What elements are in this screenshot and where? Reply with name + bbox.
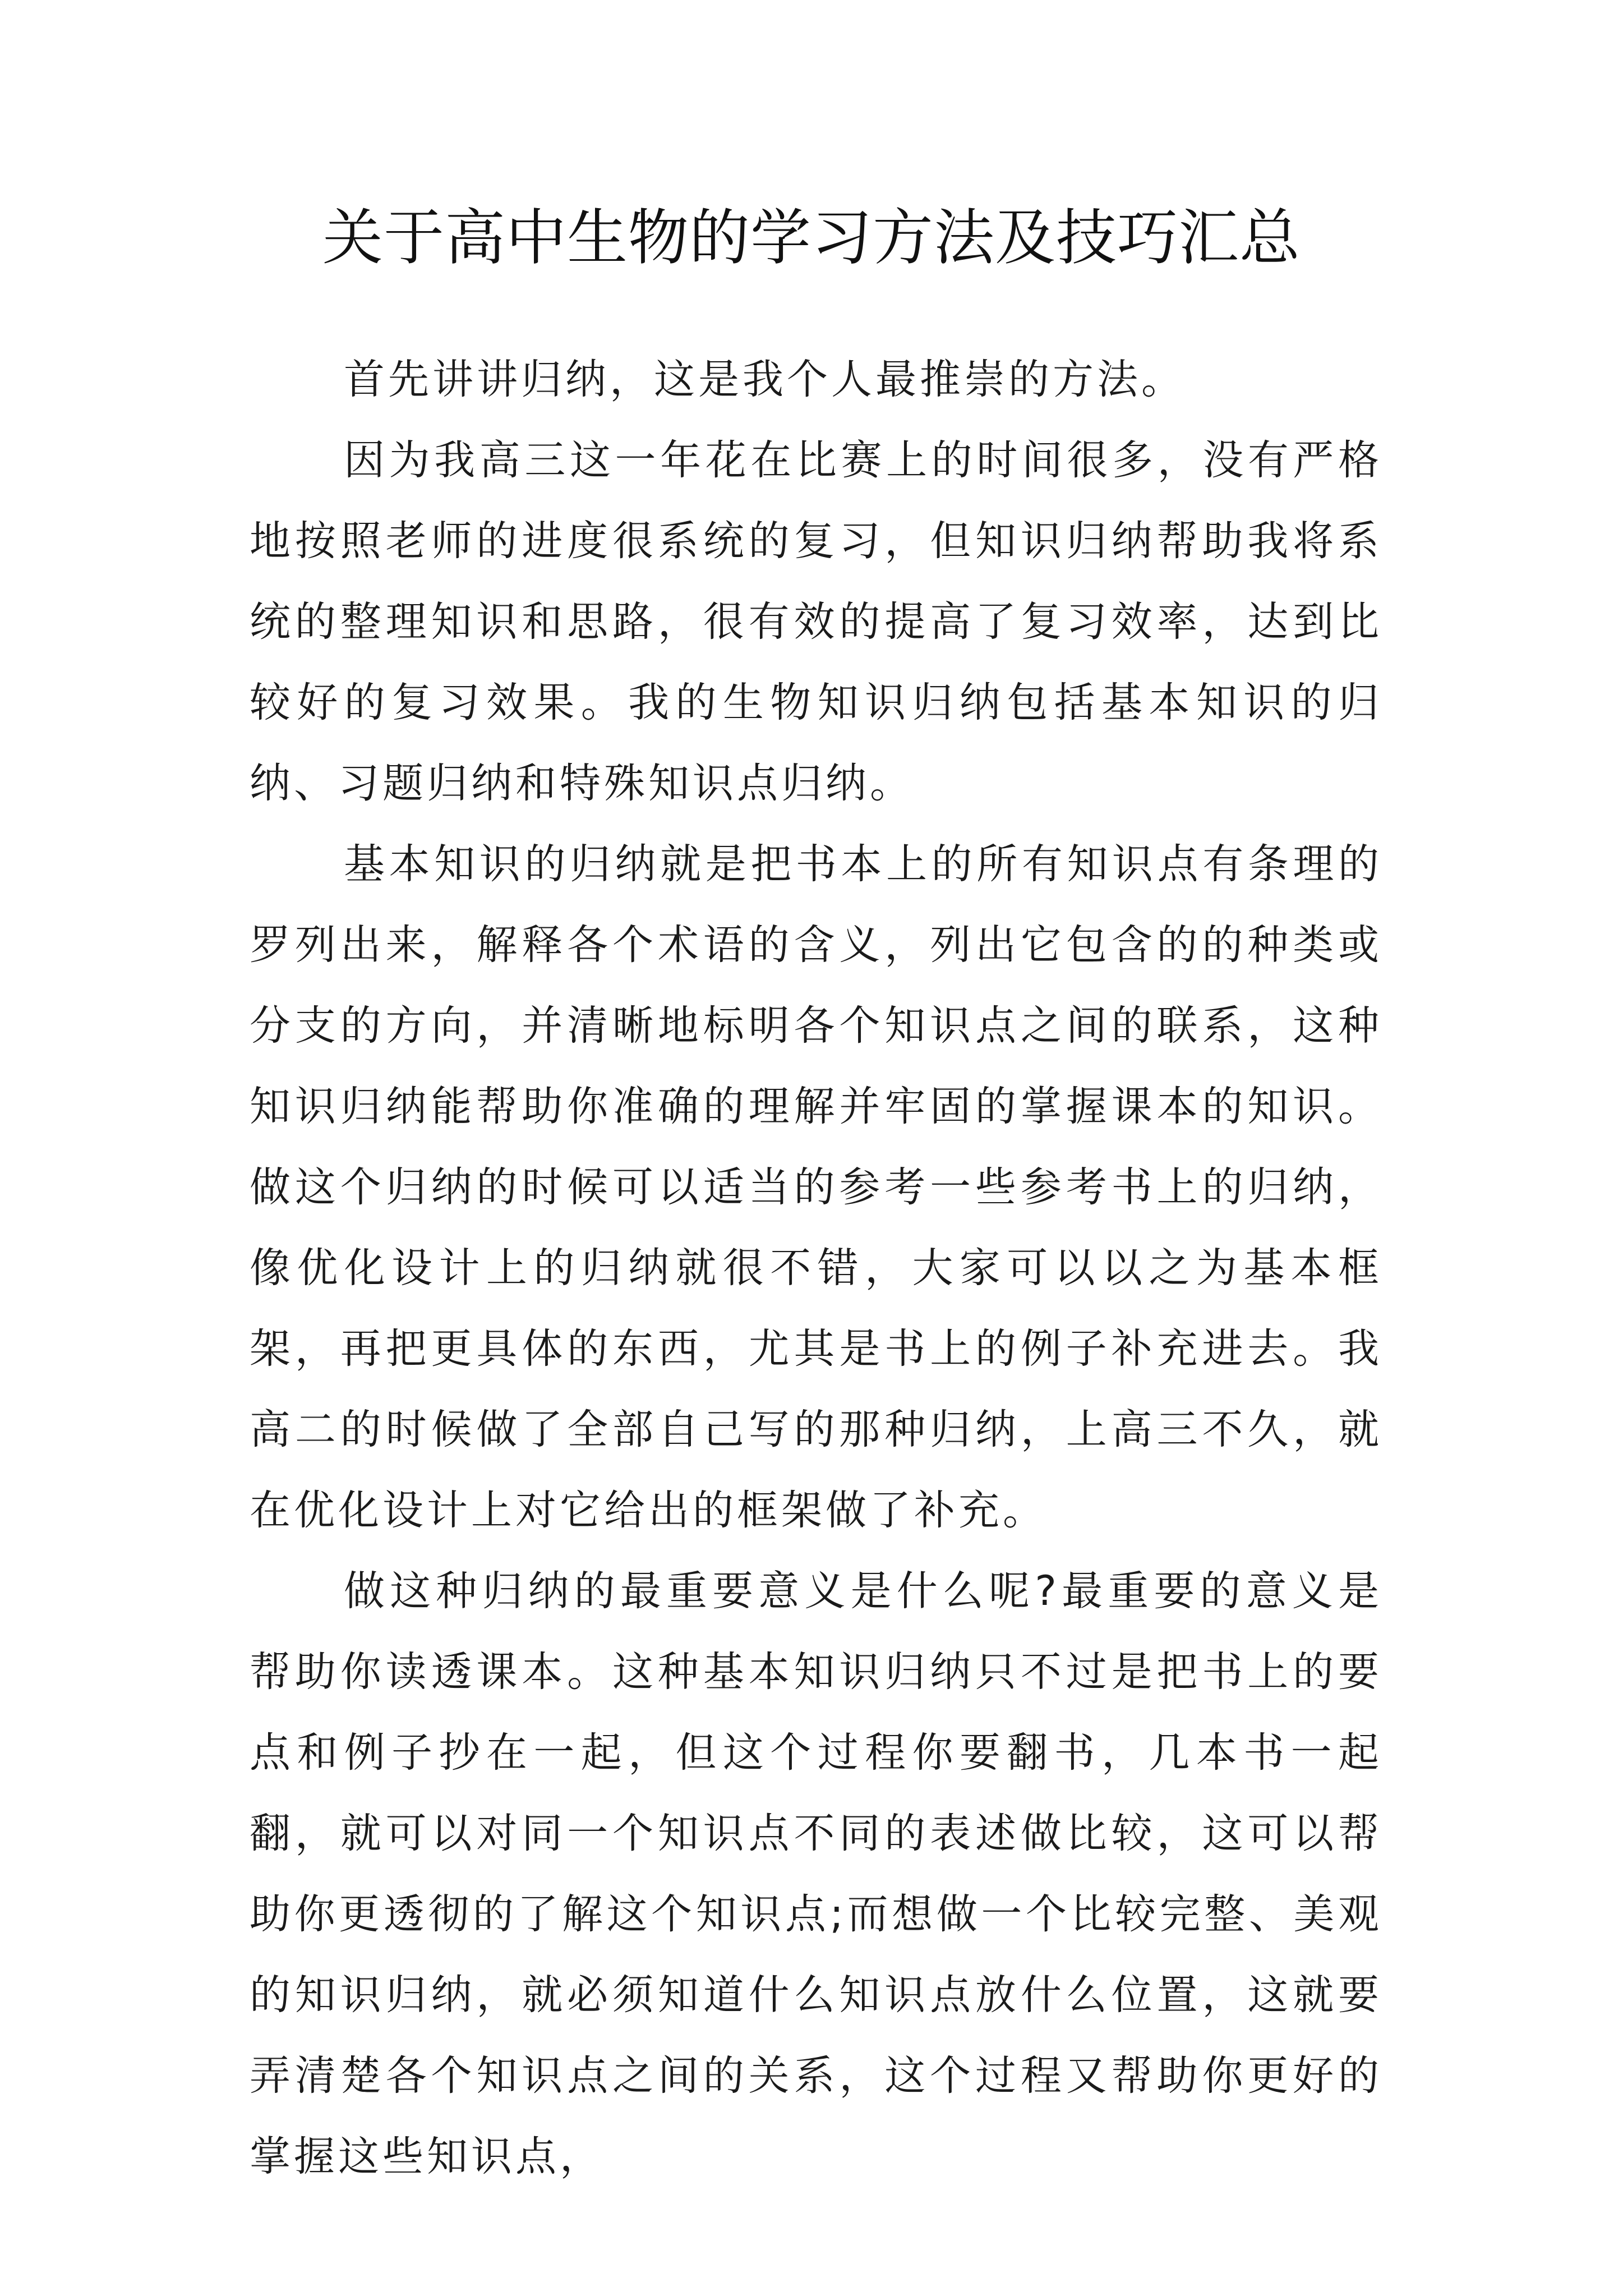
document-title: 关于高中生物的学习方法及技巧汇总	[322, 203, 1301, 273]
paragraph: 首先讲讲归纳，这是我个人最推崇的方法。	[344, 356, 1186, 403]
paragraph: 基本知识的归纳就是把书本上的所有知识点有条理的罗列出来，解释各个术语的含义，列出它包含的的种类或分支的方向，并清晰地标明各个知识点之间的联系，这种知识归纳能帮助你准确的理解并牢固的掌握课本的知识。做这个归纳的时候可以适当的参考一些参考书上的归纳，像优化设计上的归纳就很不错，大家可以以之为基本框架，再把更具体的东西，尤其是书上的例子补充进去。我高二的时候做了全部自己写的那种归纳，上高三不久，就在优化设计上对它给出的框架做了补充。	[250, 840, 1382, 1534]
paragraph: 做这种归纳的最重要意义是什么呢?最重要的意义是帮助你读透课本。这种基本知识归纳只不过是把书上的要点和例子抄在一起，但这个过程你要翻书，几本书一起翻，就可以对同一个知识点不同的表述做比较，这可以帮助你更透彻的了解这个知识点;而想做一个比较完整、美观的知识归纳，就必须知道什么知识点放什么位置，这就要弄清楚各个知识点之间的关系，这个过程又帮助你更好的掌握这些知识点，	[250, 1567, 1382, 2180]
paragraph: 因为我高三这一年花在比赛上的时间很多，没有严格地按照老师的进度很系统的复习，但知识归纳帮助我将系统的整理知识和思路，很有效的提高了复习效率，达到比较好的复习效果。我的生物知识归纳包括基本知识的归纳、习题归纳和特殊知识点归纳。	[250, 436, 1382, 807]
document-body	[250, 339, 1382, 2197]
